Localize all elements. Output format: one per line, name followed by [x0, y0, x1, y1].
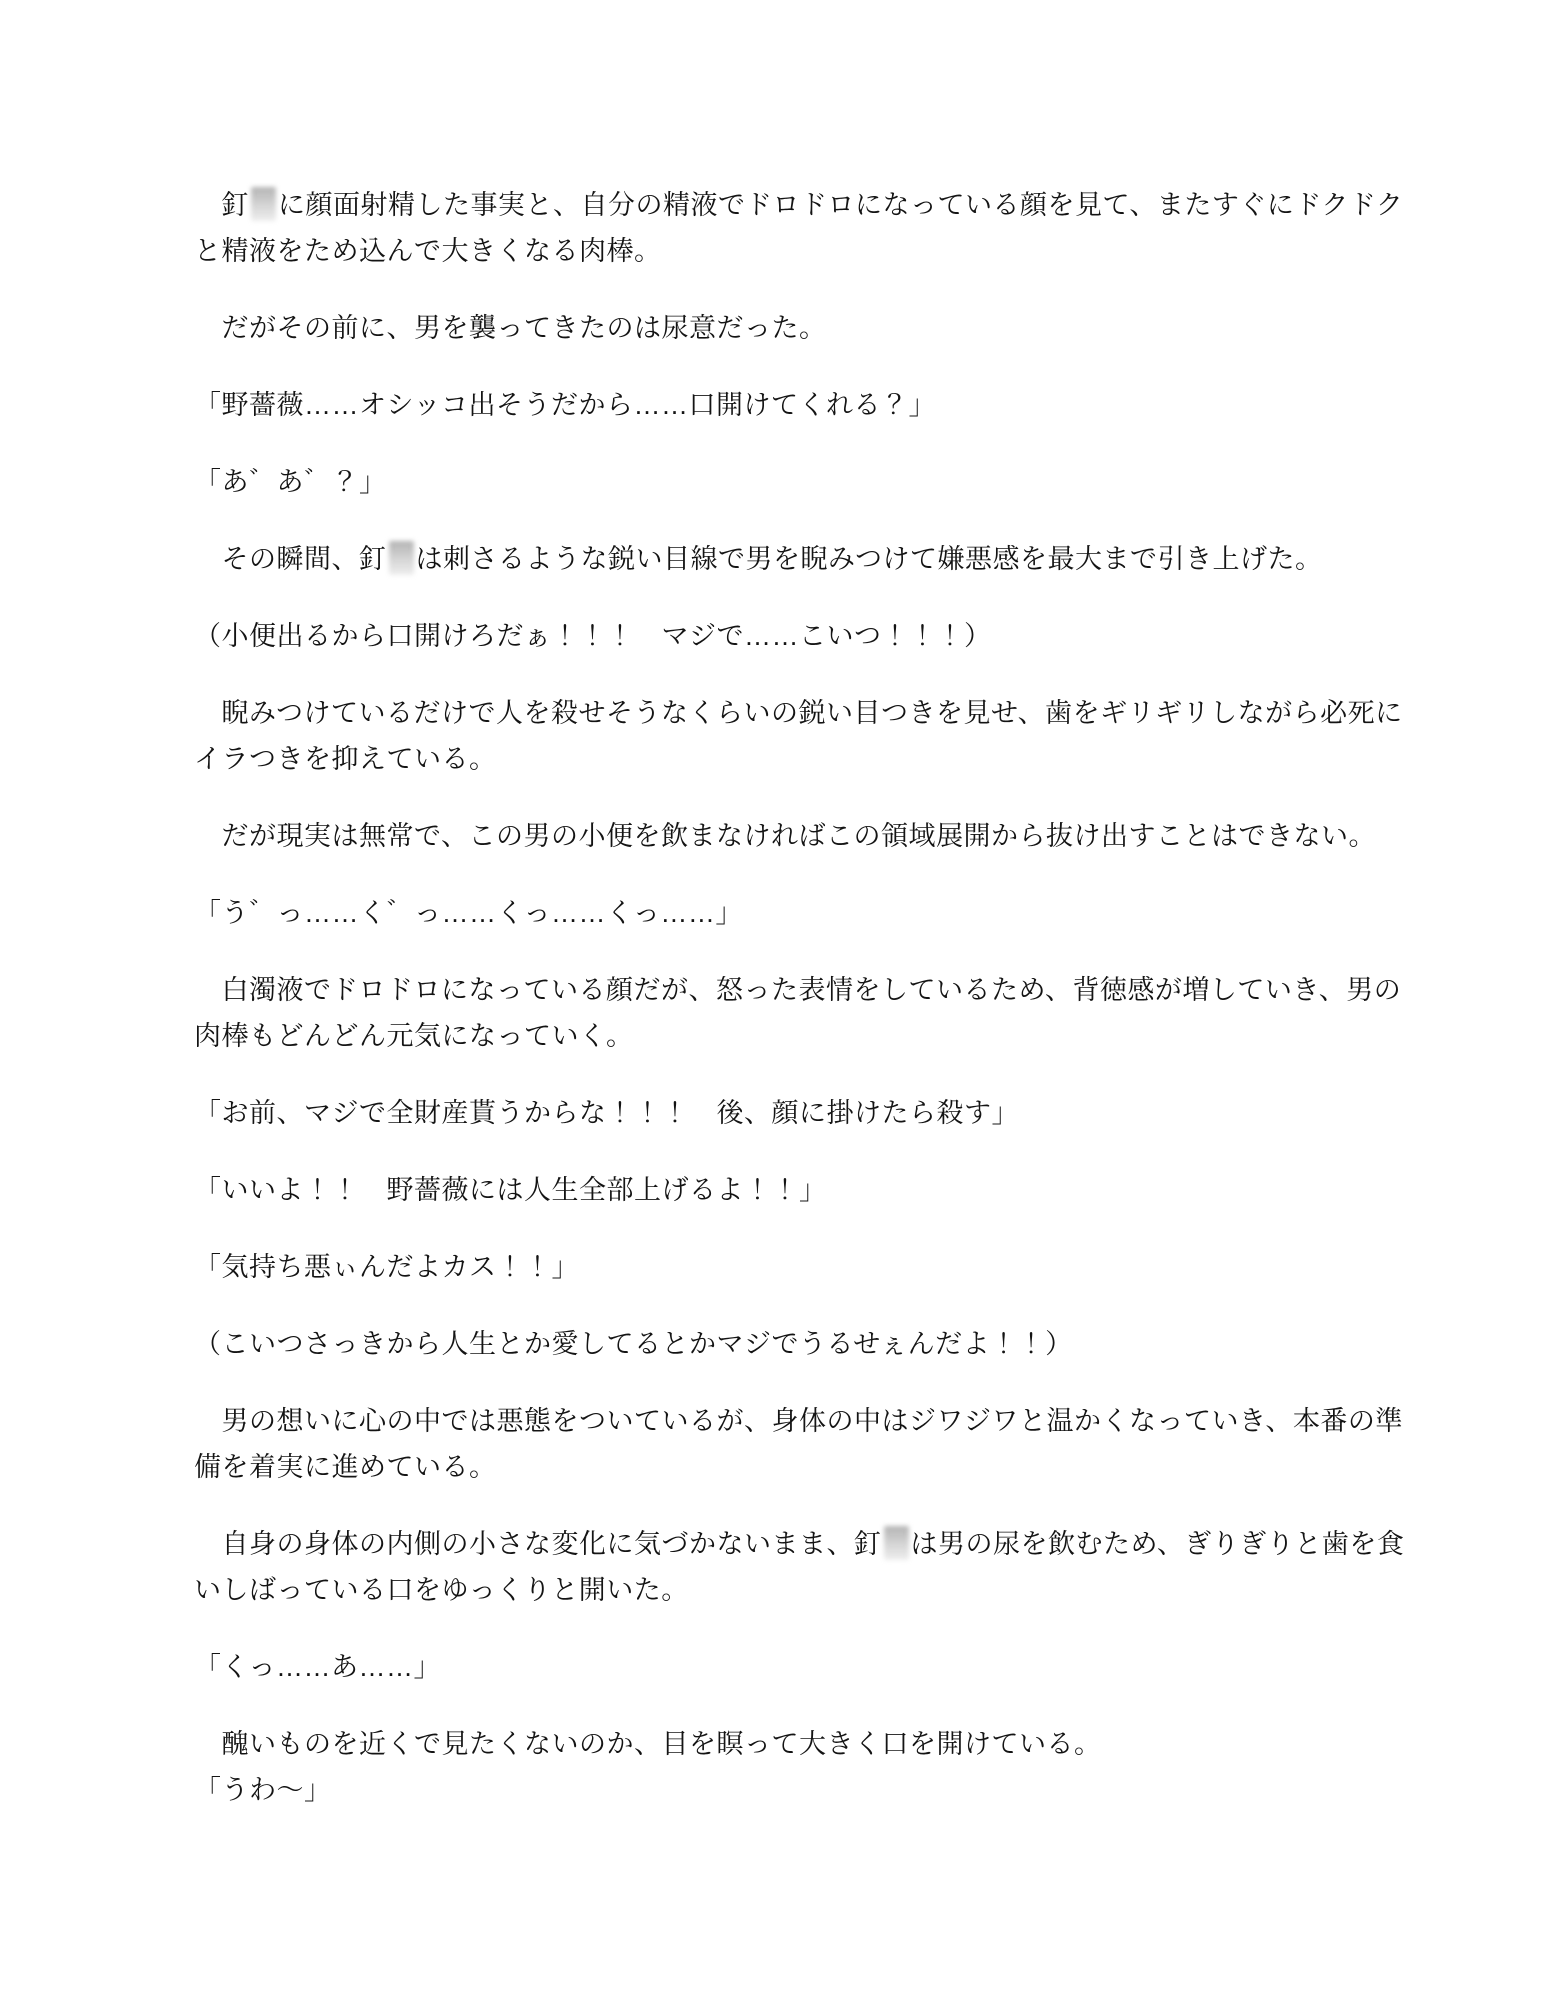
text-line [194, 182, 1419, 228]
text-line: （こいつさっきから人生とか愛してるとかマジでうるせぇんだよ！！） [194, 1329, 1073, 1359]
text-line: 「いいよ！！ 野薔薇には人生全部上げるよ！！」 [194, 1175, 827, 1205]
text-line: 「くっ……あ……」 [194, 1652, 441, 1682]
paragraph [194, 1090, 1419, 1136]
text-line: （小便出るから口開けろだぁ！！！ マジで……こいつ！！！） [194, 621, 992, 651]
paragraph [194, 305, 1419, 351]
censored-name-blur [884, 1526, 909, 1560]
text-line: 白濁液でドロドロになっている顔だが、怒った表情をしているため、背徳感が増していき、男の [194, 975, 1402, 1005]
paragraph [194, 813, 1419, 859]
text-line: 醜いものを近くで見たくないのか、目を瞑って大きく口を開けている。 [194, 1729, 1102, 1759]
text-line [194, 1521, 1419, 1567]
text-line: 「うわ～」 [194, 1775, 332, 1805]
text-line [194, 536, 1419, 582]
text-line: 睨みつけているだけで人を殺せそうなくらいの鋭い目つきを見せ、歯をギリギリしながら必死に [194, 698, 1403, 728]
censored-name-blur [251, 187, 276, 221]
paragraph [194, 459, 1419, 505]
censored-name-blur [389, 541, 414, 575]
text-line: 「あ゛あ゛？」 [194, 467, 387, 497]
paragraph [194, 1244, 1419, 1290]
line-text: 釘 [194, 190, 249, 220]
paragraph [194, 1167, 1419, 1213]
paragraph [194, 613, 1419, 659]
paragraph [194, 1521, 1419, 1613]
text-line: 「野薔薇……オシッコ出そうだから……口開けてくれる？」 [194, 390, 936, 420]
paragraph [194, 967, 1419, 1059]
text-line: と精液をため込んで大きくなる肉棒。 [194, 236, 662, 266]
line-text: に顔面射精した事実と、自分の精液でドロドロになっている顔を見て、またすぐにドクドク [278, 190, 1404, 220]
line-text: 自身の身体の内側の小さな変化に気づかないまま、釘 [194, 1529, 882, 1559]
paragraph [194, 890, 1419, 936]
paragraph [194, 1721, 1419, 1813]
paragraph [194, 1644, 1419, 1690]
text-block [194, 182, 1419, 1813]
line-text: は刺さるような鋭い目線で男を睨みつけて嫌悪感を最大まで引き上げた。 [415, 544, 1323, 574]
text-line: 肉棒もどんどん元気になっていく。 [194, 1021, 634, 1051]
text-line: だがその前に、男を襲ってきたのは尿意だった。 [194, 313, 827, 343]
paragraph [194, 1398, 1419, 1490]
paragraph [194, 690, 1419, 782]
text-line: 「気持ち悪ぃんだよカス！！」 [194, 1252, 579, 1282]
text-line: イラつきを抑えている。 [194, 744, 497, 774]
text-line: 「う゛っ……く゛っ……くっ……くっ……」 [194, 898, 743, 928]
text-line: 男の想いに心の中では悪態をついているが、身体の中はジワジワと温かくなっていき、本番の準 [194, 1406, 1403, 1436]
paragraph [194, 182, 1419, 274]
paragraph [194, 1321, 1419, 1367]
line-text: その瞬間、釘 [194, 544, 387, 574]
text-line: だが現実は無常で、この男の小便を飲まなければこの領域展開から抜け出すことはできない。 [194, 821, 1376, 851]
paragraph [194, 536, 1419, 582]
line-text: は男の尿を飲むため、ぎりぎりと歯を食 [910, 1529, 1405, 1559]
text-line: 「お前、マジで全財産貰うからな！！！ 後、顔に掛けたら殺す」 [194, 1098, 1019, 1128]
text-line: 備を着実に進めている。 [194, 1452, 497, 1482]
paragraph [194, 382, 1419, 428]
text-line: いしばっている口をゆっくりと開いた。 [194, 1575, 689, 1605]
